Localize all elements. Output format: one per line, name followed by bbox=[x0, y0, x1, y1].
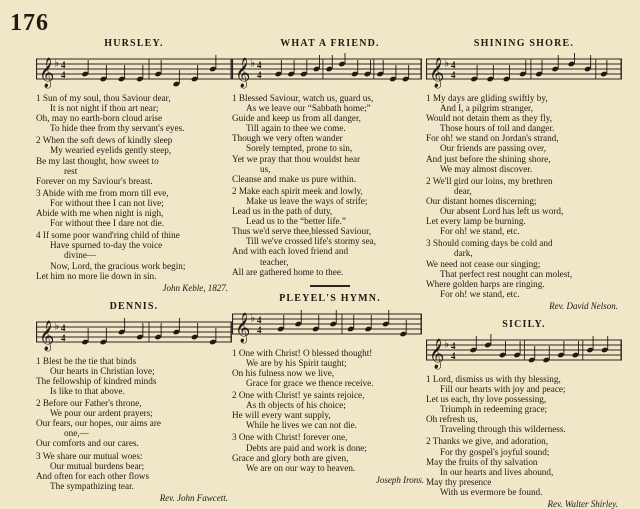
verse-line: 1 Blest be the tie that binds bbox=[36, 355, 137, 366]
page-number: 176 bbox=[10, 10, 49, 36]
verse-line: Now, Lord, the gracious work begin; bbox=[50, 260, 186, 271]
verse bbox=[36, 188, 232, 228]
verse bbox=[232, 348, 428, 388]
verse-line: Thus we'd serve thee,blessed Saviour, bbox=[232, 226, 372, 237]
treble-clef-icon: 𝄞 bbox=[235, 312, 251, 343]
music-staff bbox=[232, 53, 422, 89]
verse-line: We need not cease our singing; bbox=[426, 258, 541, 269]
verse-line: 2 One with Christ! ye saints rejoice, bbox=[232, 390, 365, 401]
verse-line: 1 One with Christ! O blessed thought! bbox=[232, 347, 373, 358]
verse-line: 1 My days are gliding swiftly by, bbox=[426, 93, 548, 103]
verse bbox=[36, 356, 232, 396]
verse-line: 1 Blessed Saviour, watch us, guard us, bbox=[232, 93, 374, 103]
verse-line: Our distant homes discerning; bbox=[426, 195, 537, 206]
music-staff bbox=[36, 53, 232, 89]
hymn-title: SICILY. bbox=[502, 318, 546, 330]
verse-line: Make us leave the ways of strife; bbox=[246, 195, 368, 206]
verse-line: Debts are paid and work is done; bbox=[246, 442, 367, 453]
verse-line: 3 Abide with me from morn till eve, bbox=[36, 187, 169, 198]
divider-rule bbox=[310, 285, 350, 287]
verse-line: In our hearts and lives abound, bbox=[440, 466, 554, 477]
verse bbox=[426, 93, 622, 174]
verse-line: Yet we pray that thou wouldst hear bbox=[232, 153, 361, 164]
verse-line: All are gathered home to thee. bbox=[232, 266, 344, 277]
verse-line: It is not night if thou art near; bbox=[50, 103, 159, 114]
verse-line: We are by his Spirit taught; bbox=[246, 357, 347, 368]
verse-line: 3 Should coming days be cold and bbox=[426, 238, 553, 249]
verse-line: May thy presence bbox=[426, 476, 492, 487]
verse-line: 3 We share our mutual woes: bbox=[36, 450, 143, 461]
verse-line: Is like to that above. bbox=[50, 385, 125, 396]
verse bbox=[426, 176, 622, 237]
verse-line: Our mutual burdens bear; bbox=[50, 460, 145, 471]
time-signature: 4 bbox=[451, 340, 456, 351]
verse-line: On his fulness now we live, bbox=[232, 367, 335, 378]
flat-sign-icon: ♭ bbox=[250, 311, 256, 325]
hymn-author: Rev. David Nelson. bbox=[549, 300, 618, 311]
hymn-verses bbox=[36, 93, 232, 281]
verse-line: Triumph in redeeming grace; bbox=[440, 404, 548, 415]
hymn-author: Joseph Irons. bbox=[375, 474, 424, 485]
verse-line: 4 If some poor wand'ring child of thine bbox=[36, 230, 180, 241]
verse-line: For oh! we stand on Jordan's strand, bbox=[426, 133, 559, 144]
hymn-author: John Keble, 1827. bbox=[162, 282, 228, 293]
verse bbox=[426, 436, 622, 497]
time-signature: 4 bbox=[257, 314, 262, 325]
verse-line: Till we've crossed life's stormy sea, bbox=[246, 236, 377, 247]
verse-line: 1 Sun of my soul, thou Saviour dear, bbox=[36, 93, 171, 103]
verse-line: While he lives we can not die. bbox=[246, 420, 357, 431]
hymn-sicily bbox=[426, 319, 622, 509]
verse-line: And I, a pilgrim stranger, bbox=[440, 103, 534, 114]
time-signature: 4 bbox=[451, 70, 456, 80]
verse-line: May the fruits of thy salvation bbox=[426, 456, 538, 467]
verse-line: Our hearts in Christian love; bbox=[50, 365, 155, 376]
verse-line: Our comforts and our cares. bbox=[36, 438, 139, 449]
time-signature: 4 bbox=[61, 60, 66, 70]
verse-line: us, bbox=[260, 163, 271, 174]
verse-line: And just before the shining shore, bbox=[426, 153, 551, 164]
verse-line: Oh refresh us, bbox=[426, 414, 478, 425]
music-staff bbox=[232, 308, 422, 344]
verse-line: dear, bbox=[454, 185, 472, 196]
verse-line: Lead us in the path of duty, bbox=[232, 206, 333, 217]
hymn-dennis bbox=[36, 301, 232, 503]
hymn-author: Rev. Walter Shirley. bbox=[547, 499, 618, 509]
verse-line: The sympathizing tear. bbox=[50, 480, 134, 491]
verse-line: Cleanse and make us pure within. bbox=[232, 173, 356, 184]
time-signature: 4 bbox=[451, 60, 456, 70]
verse bbox=[232, 186, 428, 277]
verse-line: 3 One with Christ! forever one, bbox=[232, 432, 348, 443]
verse-line: To hide thee from thy servant's eyes. bbox=[50, 123, 185, 134]
treble-clef-icon: 𝄞 bbox=[235, 58, 251, 88]
verse-line: We pour our ardent prayers; bbox=[50, 408, 153, 419]
verse-line: For without thee I can not live; bbox=[50, 197, 164, 208]
verse-line: We are on our way to heaven. bbox=[246, 462, 356, 473]
time-signature: 4 bbox=[61, 332, 66, 343]
time-signature: 4 bbox=[451, 350, 456, 361]
verse-line: 2 When the soft dews of kindly sleep bbox=[36, 135, 173, 146]
hymn-shining-shore bbox=[426, 38, 622, 311]
verse-line: Grace and glory both are given, bbox=[232, 452, 349, 463]
time-signature: 4 bbox=[257, 324, 262, 335]
verse bbox=[426, 374, 622, 435]
verse-line: Our fears, our hopes, our aims are bbox=[36, 418, 162, 429]
verse-line: divine— bbox=[64, 250, 97, 261]
flat-sign-icon: ♭ bbox=[54, 56, 60, 70]
verse-line: And often for each other flows bbox=[36, 470, 150, 481]
hymn-author: Rev. John Fawcett. bbox=[159, 492, 228, 503]
verse bbox=[36, 230, 232, 280]
verse-line: As th objects of his choice; bbox=[246, 400, 346, 411]
hymn-verses bbox=[426, 374, 622, 497]
verse-line: Sorely tempted, prone to sin, bbox=[246, 143, 353, 154]
verse-line: one,— bbox=[64, 428, 89, 439]
verse-line: As we leave our “Sabbath home;” bbox=[246, 103, 371, 114]
verse-line: For oh! we stand, etc. bbox=[440, 226, 520, 237]
verse-line: 2 Thanks we give, and adoration, bbox=[426, 436, 549, 447]
verse-line: 2 Before our Father's throne, bbox=[36, 398, 142, 409]
verse-line: Grace for grace we thence receive. bbox=[246, 377, 374, 388]
hymn-verses bbox=[36, 356, 232, 491]
hymn-title: SHINING SHORE. bbox=[473, 38, 575, 49]
verse-line: With us evermore be found. bbox=[440, 486, 543, 497]
verse-line: Those hours of toil and danger. bbox=[440, 123, 555, 134]
hymn-title: HURSLEY. bbox=[104, 38, 164, 49]
treble-clef-icon: 𝄞 bbox=[429, 58, 445, 88]
verse-line: Oh, may no earth-born cloud arise bbox=[36, 113, 163, 124]
verse-line: Be my last thought, how sweet to bbox=[36, 155, 159, 166]
verse-line: Forever on my Saviour's breast. bbox=[36, 175, 153, 186]
treble-clef-icon: 𝄞 bbox=[39, 320, 55, 351]
verse-line: rest bbox=[64, 165, 78, 176]
verse bbox=[36, 135, 232, 185]
time-signature: 4 bbox=[257, 60, 262, 70]
music-staff bbox=[426, 53, 622, 89]
verse-line: Where golden harps are ringing. bbox=[426, 278, 545, 289]
verse-line: Abide with me when night is nigh, bbox=[36, 208, 164, 219]
verse-line: That perfect rest nought can molest, bbox=[440, 268, 573, 279]
verse bbox=[36, 398, 232, 448]
hymn-title: WHAT A FRIEND. bbox=[280, 38, 380, 49]
verse-line: teacher, bbox=[260, 256, 289, 267]
verse bbox=[36, 93, 232, 133]
verse bbox=[232, 390, 428, 430]
verse-line: Have spurned to-day the voice bbox=[50, 240, 163, 251]
verse-line: Fill our hearts with joy and peace; bbox=[440, 383, 566, 394]
verse-line: dark, bbox=[454, 248, 473, 259]
hymn-verses bbox=[426, 93, 622, 299]
verse-line: 1 Lord, dismiss us with thy blessing, bbox=[426, 373, 561, 384]
verse bbox=[232, 93, 428, 184]
verse-line: Though we very often wander bbox=[232, 133, 343, 144]
verse-line: Our absent Lord has left us word, bbox=[440, 206, 564, 217]
verse-line: Traveling through this wilderness. bbox=[440, 424, 566, 435]
verse-line: For oh! we stand, etc. bbox=[440, 288, 520, 299]
time-signature: 4 bbox=[61, 322, 66, 333]
verse-line: Let us each, thy love possessing, bbox=[426, 394, 547, 405]
hymn-title: DENNIS. bbox=[109, 300, 159, 312]
verse-line: 2 Make each spirit meek and lowly, bbox=[232, 185, 363, 196]
flat-sign-icon: ♭ bbox=[444, 56, 450, 70]
music-staff bbox=[426, 334, 622, 370]
verse-line: For thy gospel's joyful sound; bbox=[440, 446, 550, 457]
treble-clef-icon: 𝄞 bbox=[39, 58, 55, 88]
verse bbox=[232, 432, 428, 472]
hymn-pleyels bbox=[232, 293, 428, 485]
verse-line: Guide and keep us from all danger, bbox=[232, 113, 361, 124]
verse-line: 2 We'll gird our loins, my brethren bbox=[426, 175, 553, 186]
verse-line: Let him no more lie down in sin. bbox=[36, 270, 157, 281]
verse bbox=[426, 238, 622, 299]
verse-line: My wearied eyelids gently steep, bbox=[50, 145, 172, 156]
flat-sign-icon: ♭ bbox=[444, 337, 450, 351]
flat-sign-icon: ♭ bbox=[250, 56, 256, 70]
hymn-title: PLEYEL'S HYMN. bbox=[279, 292, 381, 304]
music-staff bbox=[36, 316, 232, 352]
hymn-hursley bbox=[36, 38, 232, 293]
column-left bbox=[36, 38, 232, 503]
column-middle bbox=[232, 38, 428, 485]
verse-line: Lead us to the “better life.” bbox=[246, 216, 346, 227]
treble-clef-icon: 𝄞 bbox=[429, 338, 445, 369]
verse bbox=[36, 451, 232, 491]
verse-line: Our friends are passing over, bbox=[440, 143, 547, 154]
column-right bbox=[426, 38, 622, 509]
verse-line: The fellowship of kindred minds bbox=[36, 375, 157, 386]
verse-line: For without thee I dare not die. bbox=[50, 218, 165, 229]
verse-line: And with each loved friend and bbox=[232, 246, 349, 257]
verse-line: We may almost discover. bbox=[440, 163, 533, 174]
verse-line: Let every lamp be burning. bbox=[426, 216, 526, 227]
verse-line: Would not detain them as they fly, bbox=[426, 113, 552, 124]
hymn-verses bbox=[232, 93, 428, 277]
verse-line: He will every want supply, bbox=[232, 410, 331, 421]
time-signature: 4 bbox=[257, 70, 262, 80]
hymn-what-a-friend bbox=[232, 38, 428, 277]
hymn-verses bbox=[232, 348, 428, 473]
flat-sign-icon: ♭ bbox=[54, 319, 60, 333]
verse-line: Till again to thee we come. bbox=[246, 123, 346, 134]
time-signature: 4 bbox=[61, 70, 66, 80]
